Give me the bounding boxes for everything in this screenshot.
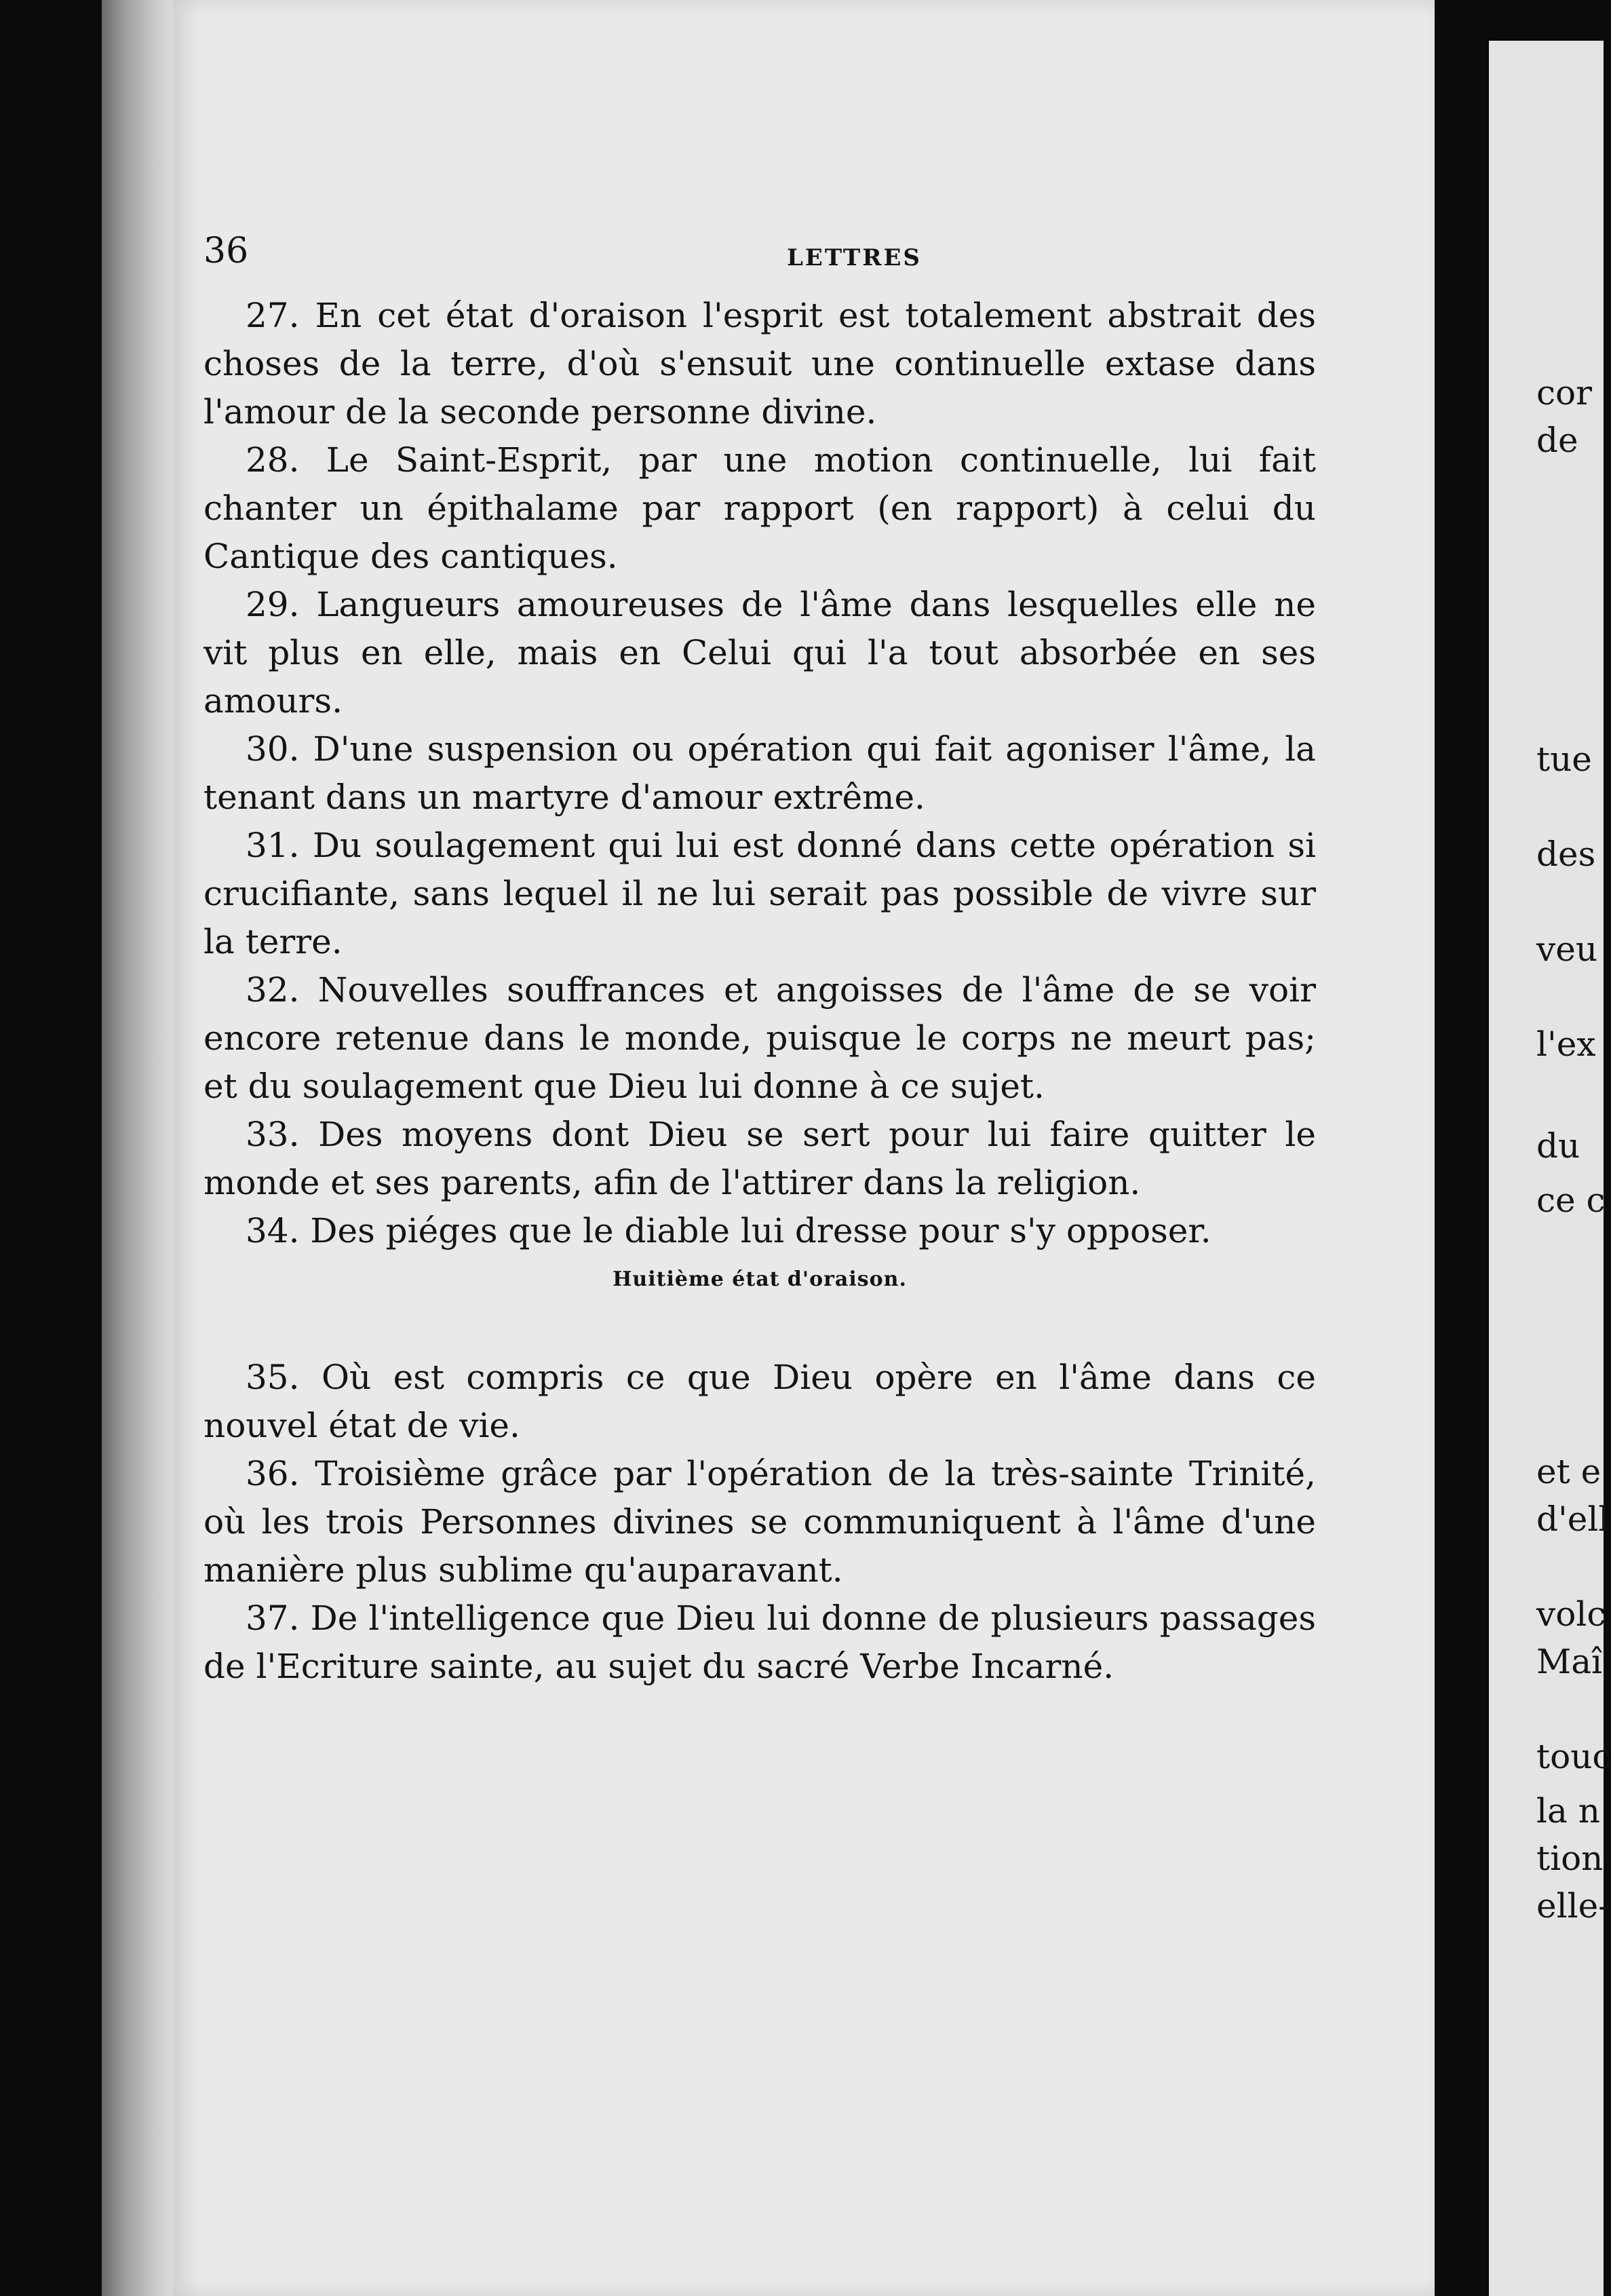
facing-fragment: tion [1536, 1839, 1604, 1878]
paragraph-36: 36. Troisième grâce par l'opération de la très-sainte Trinité, où les trois Personnes divines se communiquent à l'âme d'une manière plus sublime qu'auparavant. [203, 1454, 1316, 1590]
page-number: 36 [203, 231, 249, 271]
facing-fragment: ce c [1536, 1181, 1606, 1220]
paragraph-27: 27. En cet état d'oraison l'esprit est totalement abstrait des choses de la terre, d'où s'ensuit une continuelle extase dans l'amour de la seconde personne divine. [203, 296, 1316, 432]
paragraph-28: 28. Le Saint-Esprit, par une motion continuelle, lui fait chanter un épithalame par rapport (en rapport) à celui du Cantique des cantiques. [203, 440, 1316, 576]
facing-fragment: de [1536, 421, 1578, 460]
facing-fragment: veu [1536, 930, 1598, 969]
facing-fragment: cor [1536, 373, 1593, 413]
facing-fragment: d'ell [1536, 1499, 1610, 1539]
page-stack-edge [102, 0, 176, 2296]
facing-fragment: et e [1536, 1452, 1602, 1491]
facing-fragment: l'ex [1536, 1025, 1596, 1064]
body-text [203, 292, 1316, 1691]
facing-fragment: tue [1536, 740, 1592, 779]
running-title: LETTRES [787, 244, 922, 271]
paragraph-30: 30. D'une suspension ou opération qui fait agoniser l'âme, la tenant dans un martyre d'amour extrême. [203, 729, 1316, 817]
paragraph-32: 32. Nouvelles souffrances et angoisses de l'âme de se voir encore retenue dans le monde, puisque le corps ne meurt pas; et du soulagement que Dieu lui donne à ce sujet. [203, 970, 1316, 1106]
facing-page [1489, 41, 1611, 2296]
section-heading: Huitième état d'oraison. [613, 1267, 907, 1291]
facing-fragment: volc [1536, 1594, 1606, 1634]
running-head [203, 231, 1316, 271]
facing-fragment: des [1536, 835, 1596, 874]
paragraph-29: 29. Langueurs amoureuses de l'âme dans lesquelles elle ne vit plus en elle, mais en Celui qui l'a tout absorbée en ses amours. [203, 585, 1316, 721]
paragraph-35: 35. Où est compris ce que Dieu opère en l'âme dans ce nouvel état de vie. [203, 1358, 1316, 1445]
paragraph-37: 37. De l'intelligence que Dieu lui donne de plusieurs passages de l'Ecriture sainte, au sujet du sacré Verbe Incarné. [203, 1599, 1316, 1686]
paragraph-33: 33. Des moyens dont Dieu se sert pour lui faire quitter le monde et ses parents, afin de l'attirer dans la religion. [203, 1115, 1316, 1202]
facing-fragment: Maî [1536, 1642, 1602, 1681]
facing-fragment: la n [1536, 1791, 1600, 1831]
facing-fragment: elle- [1536, 1886, 1610, 1926]
facing-fragment: du [1536, 1126, 1580, 1166]
facing-fragment: touc [1536, 1737, 1611, 1776]
paragraph-31: 31. Du soulagement qui lui est donné dans cette opération si crucifiante, sans lequel il ne lui serait pas possible de vivre sur la terre. [203, 826, 1316, 961]
paragraph-34: 34. Des piéges que le diable lui dresse pour s'y opposer. [246, 1211, 1211, 1250]
